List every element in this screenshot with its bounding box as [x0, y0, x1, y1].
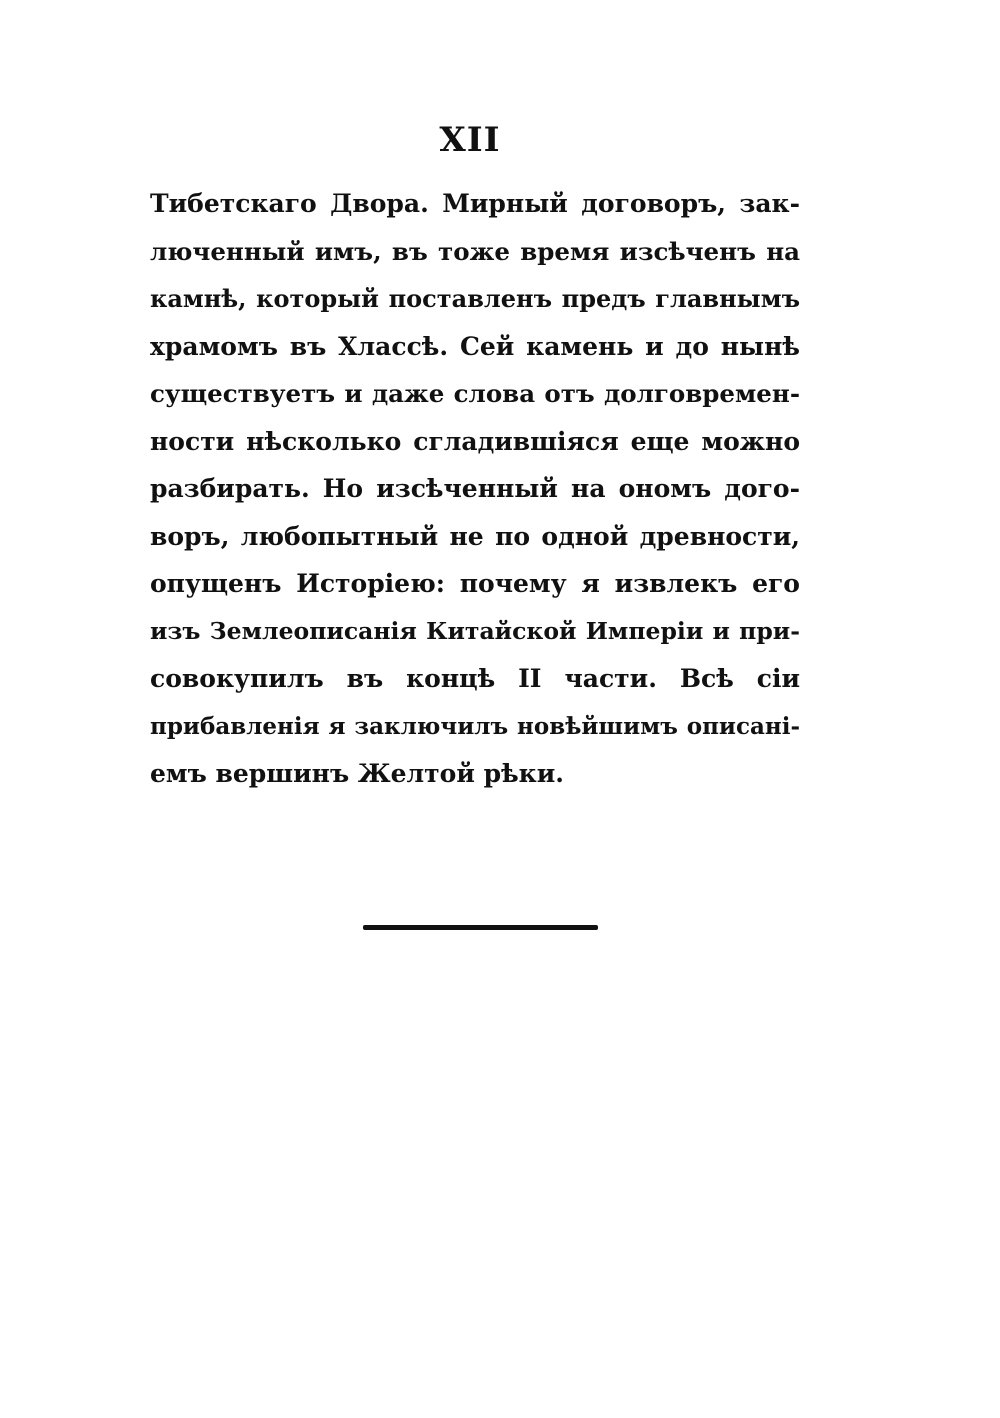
- text-line: прибавленія я заключилъ новѣйшимъ описані-: [150, 712, 800, 740]
- page-number: XII: [439, 120, 501, 160]
- text-line: разбирать. Но изсѣченный на ономъ дого-: [150, 474, 800, 503]
- text-line: емъ вершинъ Желтой рѣки.: [150, 759, 564, 788]
- text-line: существуетъ и даже слова отъ долговремен-: [150, 379, 800, 408]
- text-line: опущенъ Исторіею: почему я извлекъ его: [150, 569, 800, 598]
- text-line: Тибетскаго Двора. Мирный договоръ, зак-: [150, 189, 800, 218]
- text-line: воръ, любопытный не по одной древности,: [150, 521, 800, 551]
- body-text: [150, 180, 800, 798]
- text-line: ности нѣсколько сгладившіяся еще можно: [150, 426, 800, 456]
- section-divider-rule: [363, 925, 598, 930]
- text-line: изъ Землеописанія Китайской Имперіи и при-: [150, 616, 800, 645]
- text-line: люченный имъ, въ тоже время изсѣченъ на: [150, 236, 800, 266]
- text-line: совокупилъ въ концѣ II части. Всѣ сіи: [150, 664, 800, 693]
- text-line: храмомъ въ Хлассѣ. Сей камень и до нынѣ: [150, 331, 800, 361]
- text-line: камнѣ, который поставленъ предъ главнымъ: [150, 284, 800, 313]
